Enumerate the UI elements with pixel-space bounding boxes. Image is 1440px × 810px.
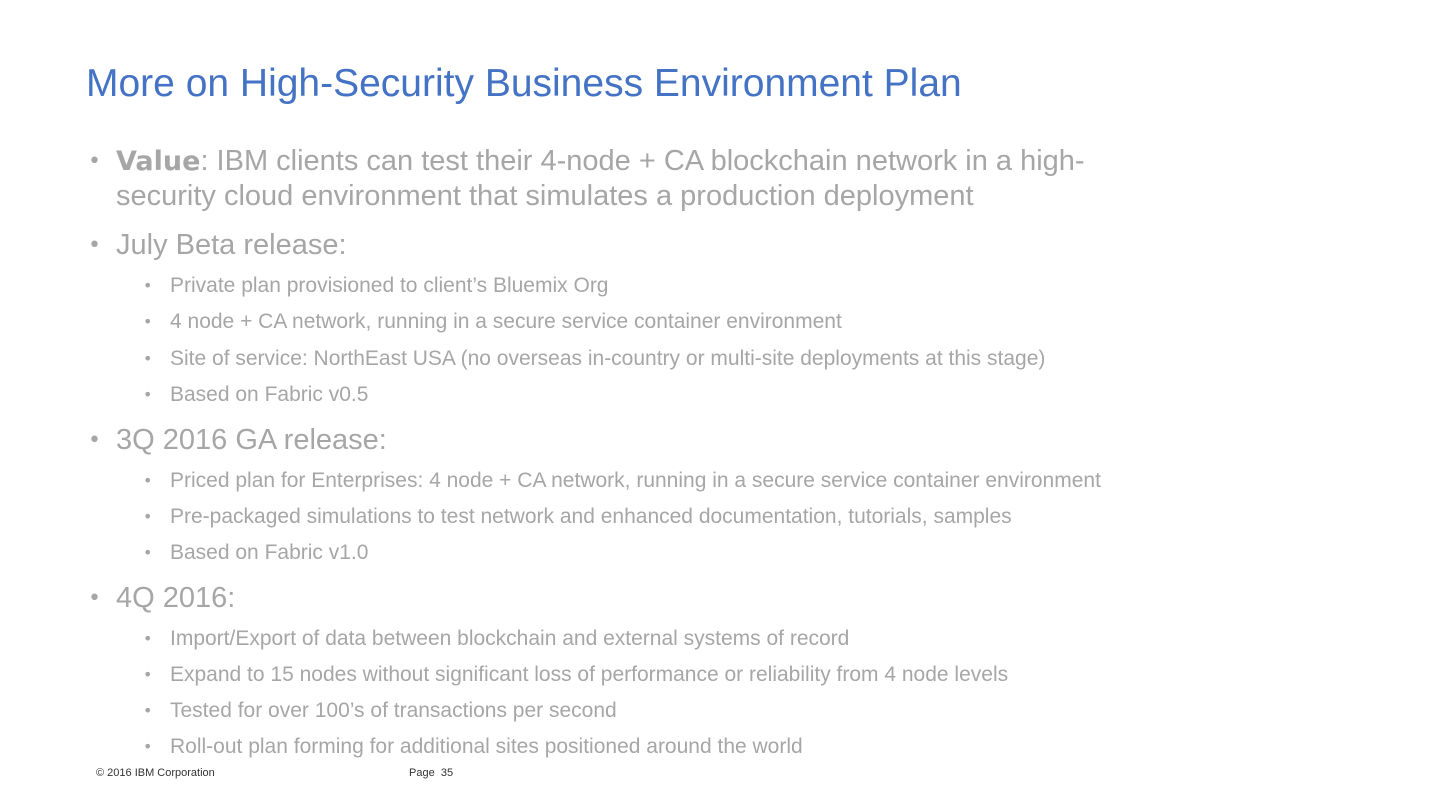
sub-bullet-icon: • xyxy=(143,737,153,756)
sub-bullet-icon: • xyxy=(143,276,153,295)
sub-bullet-item: Site of service: NorthEast USA (no overseas in-country or multi-site deployments at this stage) xyxy=(170,347,1046,370)
value-bullet-line1 xyxy=(116,144,1085,179)
bullet-icon: • xyxy=(88,149,101,174)
value-text-line1: : IBM clients can test their 4-node + CA blockchain network in a high- xyxy=(200,145,1085,177)
sub-bullet-item: Priced plan for Enterprises: 4 node + CA network, running in a secure service container environment xyxy=(170,469,1101,492)
slide-title: More on High-Security Business Environment Plan xyxy=(86,62,962,105)
sub-bullet-icon: • xyxy=(143,701,153,720)
bullet-icon: • xyxy=(88,233,101,258)
sub-bullet-item: Pre-packaged simulations to test network and enhanced documentation, tutorials, samples xyxy=(170,505,1012,528)
value-label: Value xyxy=(116,146,201,177)
sub-bullet-item: Based on Fabric v1.0 xyxy=(170,541,369,564)
sub-bullet-item: Roll-out plan forming for additional sites positioned around the world xyxy=(170,735,803,758)
sub-bullet-item: Based on Fabric v0.5 xyxy=(170,383,369,406)
sub-bullet-icon: • xyxy=(143,665,153,684)
sub-bullet-icon: • xyxy=(143,543,153,562)
section-heading: 3Q 2016 GA release: xyxy=(116,424,387,456)
section-heading: 4Q 2016: xyxy=(116,582,236,614)
sub-bullet-item: Tested for over 100’s of transactions per second xyxy=(170,699,617,722)
sub-bullet-icon: • xyxy=(143,349,153,368)
value-bullet-line2: security cloud environment that simulates a production deployment xyxy=(116,180,974,212)
sub-bullet-item: 4 node + CA network, running in a secure service container environment xyxy=(170,310,842,333)
footer-copyright: © 2016 IBM Corporation xyxy=(96,767,215,779)
footer-page-number xyxy=(409,767,453,779)
page-number: 35 xyxy=(440,767,454,779)
sub-bullet-icon: • xyxy=(143,385,153,404)
sub-bullet-icon: • xyxy=(143,507,153,526)
sub-bullet-icon: • xyxy=(143,471,153,490)
page-label: Page xyxy=(409,767,435,779)
sub-bullet-item: Private plan provisioned to client’s Bluemix Org xyxy=(170,274,609,297)
sub-bullet-icon: • xyxy=(143,312,153,331)
bullet-icon: • xyxy=(88,586,101,611)
sub-bullet-item: Expand to 15 nodes without significant loss of performance or reliability from 4 node levels xyxy=(170,663,1009,686)
sub-bullet-item: Import/Export of data between blockchain and external systems of record xyxy=(170,627,850,650)
section-heading: July Beta release: xyxy=(116,229,347,261)
bullet-icon: • xyxy=(88,428,101,453)
sub-bullet-icon: • xyxy=(143,629,153,648)
